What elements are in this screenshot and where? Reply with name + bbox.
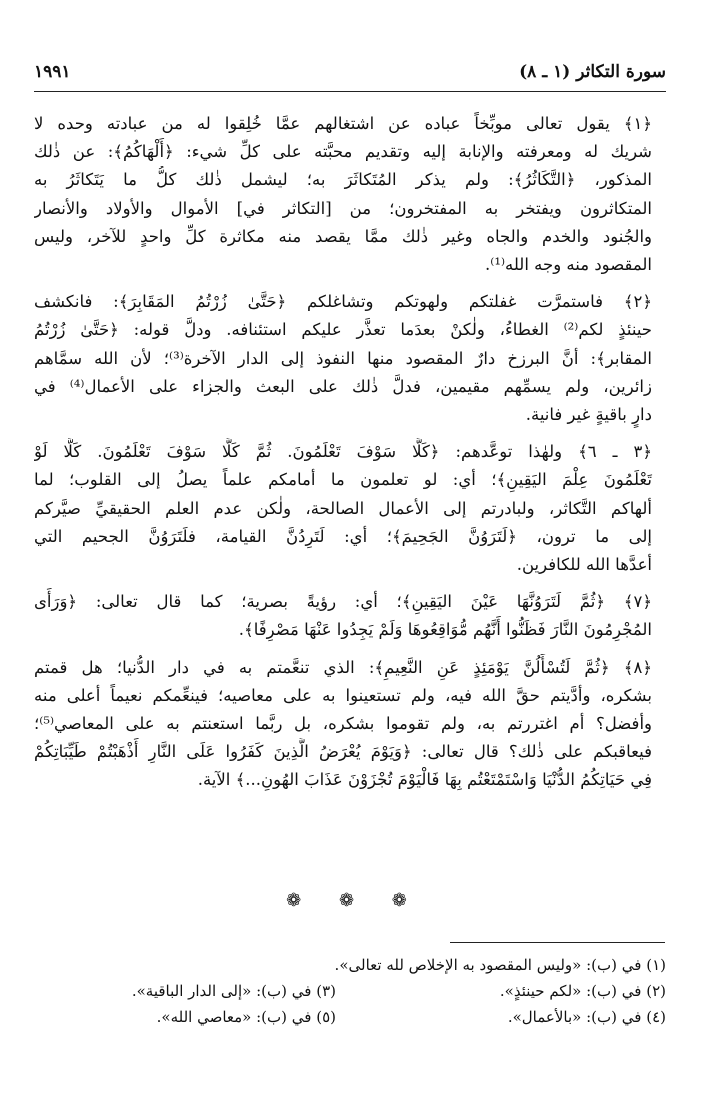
paragraph-verse-8 [34, 654, 666, 795]
text-line: ﴿٣ ـ ٦﴾ ولهٰذا توعَّدهم: ﴿كَلَّا سَوْفَ تَعْلَمُونَ. ثُمَّ كَلَّا سَوْفَ تَعْلَمُونَ. كَلَّا لَوْ [34, 442, 652, 462]
paragraph-verse-1 [34, 110, 666, 279]
footnote-text: في (ب): «معاصي الله». [156, 1008, 312, 1026]
paragraph-verse-7 [34, 588, 666, 644]
text-line: أعدَّها الله للكافرين. [516, 555, 652, 575]
footnote-row [34, 978, 666, 1004]
text-line: ﴿٢﴾ فاستمرَّت غفلتكم ولهوتكم وتشاغلكم ﴿حَتَّىٰ زُرْتُمُ المَقَابِرَ﴾: فانكشف [34, 292, 652, 312]
text-line: ﴿٨﴾ ﴿ثُمَّ لَتُسْأَلُنَّ يَوْمَئِذٍ عَنِ النَّعِيمِ﴾: الذي تنعَّمتم به في دار الدُّنيا؛ هل قمتم [34, 657, 652, 677]
text-line: دارٍ باقيةٍ غير فانية. [525, 405, 652, 425]
footnote-row [34, 952, 666, 978]
text-line: حينئذٍ لكم⁽²⁾ الغطاءُ، ولٰكنْ بعدَما تعذَّر عليكم استئنافه. ودلَّ قوله: ﴿حَتَّىٰ زُرْتُمُ [34, 320, 652, 340]
footnotes [34, 952, 666, 1030]
text-line: بشكره، وأدَّيتم حقَّ الله فيه، ولم تستعينوا به على معاصيه؛ فينعِّمكم نعيماً أعلى منه [34, 685, 652, 705]
footnote-text: في (ب): «بالأعمال». [507, 1008, 642, 1026]
text-line: المقابر﴾: أنَّ البرزخ دارٌ المقصود منها النفوذ إلى الدار الآخرة⁽³⁾؛ لأن الله سمَّاهم [34, 348, 652, 368]
text-line: ﴿٧﴾ ﴿ثُمَّ لَتَرَوُنَّهَا عَيْنَ اليَقِينِ﴾؛ أي: رؤيةً بصرية؛ كما قال تعالى: ﴿وَرَأَى [34, 592, 652, 612]
text-line: إلى ما ترون، ﴿لَتَرَوُنَّ الجَحِيمَ﴾؛ أي: لَتَرِدُنَّ القيامة، فلَتَرَوُنَّ الجحيم التي [34, 526, 652, 546]
footnote-row [34, 1004, 666, 1030]
footnote-text: في (ب): «وليس المقصود به الإخلاص لله تعالى». [334, 956, 642, 974]
text-line: المتكاثرون ويفتخر به المفتخرون؛ من [التكاثر في] الأموال والأولاد والأنصار [34, 198, 652, 218]
footnote-number: (١) [646, 956, 666, 974]
paragraph-verse-3-6 [34, 438, 666, 579]
footnote-text: في (ب): «إلى الدار الباقية». [131, 982, 312, 1000]
text-line: فِي حَيَاتِكُمُ الدُّنْيَا وَاسْتَمْتَعْتُم بِهَا فَالْيَوْمَ تُجْزَوْنَ عَذَابَ الهُونِ...﴾ الآية. [197, 770, 652, 790]
text-line: ألهاكم التَّكاثر، ولبادرتم إلى الأعمال الصالحة، ولٰكن عدم العلم الحقيقيِّ صيَّركم [34, 498, 652, 518]
text-line: المقصود منه وجه الله⁽¹⁾. [485, 255, 652, 275]
footnote-2 [336, 978, 666, 1004]
footnote-number: (٥) [316, 1008, 336, 1026]
text-line: زائرين، ولم يسمِّهم مقيمين، فدلَّ ذٰلك على البعث والجزاء على الأعمال⁽⁴⁾ في [34, 376, 652, 396]
text-line: شريك له ومعرفته والإنابة إليه وتقديم محبَّته على كلِّ شيء: ﴿أَلْهَاكُمُ﴾: عن ذٰلك [34, 142, 652, 162]
section-separator: ❁ ❁ ❁ [286, 890, 423, 911]
text-line: فيعاقبكم على ذٰلك؟ قال تعالى: ﴿وَيَوْمَ يُعْرَضُ الَّذِينَ كَفَرُوا عَلَى النَّارِ أَذْهَبْتُمْ طَيِّبَاتِكُمْ [34, 742, 652, 762]
footnote-4 [336, 1004, 666, 1030]
footnote-1 [335, 952, 666, 978]
text-line: وأفضل؟ أم اغتررتم به، ولم تقوموا بشكره، بل ربَّما استعنتم به على المعاصي⁽⁵⁾؛ [34, 714, 652, 734]
page-header [34, 62, 666, 94]
footnote-text: في (ب): «لكم حينئذٍ». [499, 982, 642, 1000]
footnote-number: (٢) [646, 982, 666, 1000]
surah-title: سورة التكاثر (١ ـ ٨) [519, 62, 666, 82]
footnote-5 [76, 1004, 336, 1030]
page-number: ١٩٩١ [34, 62, 71, 82]
text-line: المذكور، ﴿التَّكَاثُرُ﴾: ولم يذكر المُتَكاثَرَ به؛ ليشمل ذٰلك كلُّ ما يَتَكاثَرُ به [34, 170, 652, 190]
text-line: المُجْرِمُونَ النَّارَ فَظَنُّوا أَنَّهُم مُّوَاقِعُوهَا وَلَمْ يَجِدُوا عَنْهَا مَصْرِفًا﴾. [238, 620, 652, 640]
header-divider [34, 91, 666, 92]
text-line: والجُنود والخدم والجاه وغير ذٰلك ممَّا يقصد منه مكاثرة كلِّ واحدٍ للآخر، وليس [34, 226, 652, 246]
footnote-3 [76, 978, 336, 1004]
footnote-number: (٤) [646, 1008, 666, 1026]
text-line: ﴿١﴾ يقول تعالى موبِّخاً عباده عن اشتغالهم عمَّا خُلِقوا له من عبادته وحده لا [34, 114, 652, 133]
footnote-divider [450, 942, 665, 943]
tafsir-body [34, 110, 666, 804]
paragraph-verse-2 [34, 288, 666, 429]
footnote-number: (٣) [316, 982, 336, 1000]
text-line: تَعْلَمُونَ عِلْمَ اليَقِينِ﴾؛ أي: لو تعلمون ما أمامكم علماً يصلُ إلى القلوب؛ لما [34, 470, 652, 490]
